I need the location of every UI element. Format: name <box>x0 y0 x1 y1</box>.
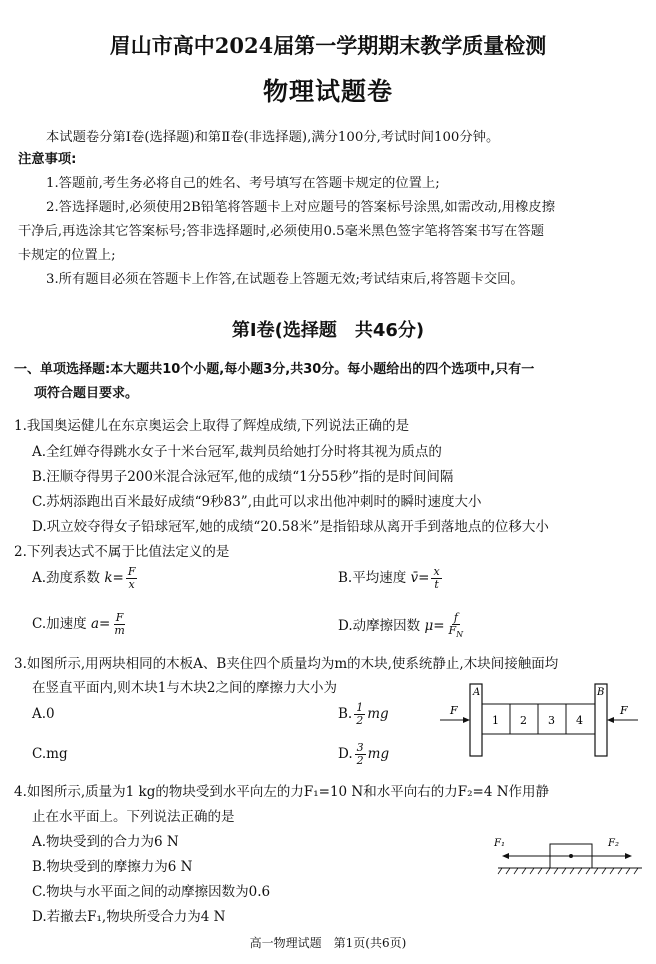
q3-block-3-label: 3 <box>548 714 555 727</box>
section-instruction-2: 项符合题目要求。 <box>34 386 139 401</box>
notice-item-2: 2.答选择题时,必须使用2B铅笔将答题卡上对应题号的答案标号涂黑,如需改动,用橡皮擦 <box>46 200 555 215</box>
q4-f1-arrow-icon <box>502 853 509 859</box>
exam-title: 眉山市高中2024届第一学期期末教学质量检测 <box>109 33 547 58</box>
q3-d-num: 3 <box>356 741 364 754</box>
notice-heading: 注意事项: <box>18 152 77 167</box>
q3-b-den: 2 <box>356 714 364 727</box>
section-title: 第Ⅰ卷(选择题 共46分) <box>231 320 425 341</box>
q3-right-force-arrow-icon <box>607 717 614 723</box>
q2-d-den-main: F <box>448 624 457 637</box>
q4-figure <box>490 832 645 882</box>
q2-d-num: f <box>453 611 458 624</box>
q4-f2-arrow-icon <box>625 853 632 859</box>
q3-d-fraction <box>355 742 366 767</box>
notice-item-2-cont: 干净后,再选涂其它答案标号;答非选择题时,必须使用0.5毫米黑色签字笔将答案书写在答题 <box>18 224 545 239</box>
q2-stem: 2.下列表达式不属于比值法定义的是 <box>14 544 230 560</box>
q2-option-c: C.加速度 a= $\frac{F}{m}$ <box>32 611 125 637</box>
q4-option-a: A.物块受到的合力为6 N <box>32 834 179 850</box>
q2-b-fraction <box>431 566 441 591</box>
notice-item-2-end: 卡规定的位置上; <box>18 248 116 263</box>
q3-d-den: 2 <box>356 754 364 767</box>
q2-c-var: a <box>90 616 99 632</box>
q2-b-den: t <box>434 578 439 591</box>
q2-c-num: F <box>115 611 124 624</box>
q3-option-c: C.mg <box>32 746 68 762</box>
q2-a-label: A.劲度系数 <box>32 570 101 586</box>
intro-text: 本试题卷分第Ⅰ卷(选择题)和第Ⅱ卷(非选择题),满分100分,考试时间100分钟。 <box>46 130 500 145</box>
q3-option-b <box>338 702 389 727</box>
q2-option-b: B.平均速度 v̄= $\frac{x}{t}$ <box>338 565 440 591</box>
q4-f2-label: F₂ <box>608 838 619 849</box>
q3-stem-2: 在竖直平面内,则木块1与木块2之间的摩擦力大小为 <box>32 680 337 696</box>
q2-a-den: x <box>128 578 135 591</box>
q3-b-fraction <box>354 702 365 727</box>
q3-b-tail: mg <box>367 706 389 722</box>
q4-f1-label: F₁ <box>494 838 505 849</box>
notice-item-1: 1.答题前,考生务必将自己的姓名、考号填写在答题卡规定的位置上; <box>46 176 440 191</box>
q4-option-b: B.物块受到的摩擦力为6 N <box>32 859 193 875</box>
q4-option-c: C.物块与水平面之间的动摩擦因数为0.6 <box>32 884 271 900</box>
q3-board-b-label: B <box>597 687 605 698</box>
q3-block-2-label: 2 <box>520 714 527 727</box>
q4-stem-2: 止在水平面上。下列说法正确的是 <box>32 809 235 825</box>
q4-stem-1: 4.如图所示,质量为1 kg的物块受到水平向左的力F₁=10 N和水平向右的力F₂=4 N作用静 <box>14 784 550 800</box>
notice-item-3: 3.所有题目必须在答题卡上作答,在试题卷上答题无效;考试结束后,将答题卡交回。 <box>46 272 524 287</box>
q3-option-d <box>338 742 389 767</box>
q3-block-4-label: 4 <box>576 714 583 727</box>
q2-a-fraction <box>126 566 138 591</box>
q3-d-tail: mg <box>367 746 390 762</box>
q3-block-1-label: 1 <box>492 714 499 727</box>
q3-right-force-label: F <box>620 704 628 717</box>
q2-a-num: F <box>127 565 136 578</box>
q1-option-c: C.苏炳添跑出百米最好成绩“9秒83”,由此可以求出他冲刺时的瞬时速度大小 <box>32 494 482 510</box>
section-instruction-1: 一、单项选择题:本大题共10个小题,每小题3分,共30分。每小题给出的四个选项中,只有一 <box>14 362 535 377</box>
q3-board-a-label: A <box>473 687 481 698</box>
q2-c-label: C.加速度 <box>32 616 87 632</box>
q1-option-b: B.汪顺夺得男子200米混合泳冠军,他的成绩“1分55秒”指的是时间间隔 <box>32 469 454 485</box>
q2-option-a: A.劲度系数 k= $\frac{F}{x}$ <box>32 565 136 591</box>
q2-c-fraction <box>112 612 126 637</box>
q1-stem: 1.我国奥运健儿在东京奥运会上取得了辉煌成绩,下列说法正确的是 <box>14 418 410 434</box>
q2-c-den: m <box>114 624 125 637</box>
q3-option-a: A.0 <box>32 706 55 722</box>
q2-b-num: x <box>433 565 440 578</box>
q2-a-var: k <box>104 570 113 586</box>
q4-block-center-dot <box>569 854 573 858</box>
q2-option-d: D.动摩擦因数 μ= $\frac{f}{F_N}$ <box>338 611 464 640</box>
q1-option-d: D.巩立姣夺得女子铅球冠军,她的成绩“20.58米”是指铅球从离开手到落地点的位移大小 <box>32 519 549 535</box>
q2-b-var: v̄ <box>410 570 419 586</box>
q3-figure <box>440 680 640 760</box>
q3-stem-1: 3.如图所示,用两块相同的木板A、B夹住四个质量均为m的木块,使系统静止,木块间接触面均 <box>14 656 559 672</box>
q2-d-fraction <box>447 612 466 641</box>
q3-left-force-label: F <box>450 704 458 717</box>
q3-left-force-arrow-icon <box>463 717 470 723</box>
q4-ground-hatch <box>498 868 638 874</box>
q2-d-label: D.动摩擦因数 <box>338 618 421 635</box>
q2-d-den <box>447 625 466 641</box>
q3-b-num: 1 <box>356 701 364 714</box>
page-footer: 高一物理试题 第1页(共6页) <box>249 936 407 950</box>
q2-d-den-sub: N <box>456 630 464 640</box>
q3-b-label: B. <box>338 706 353 722</box>
q2-b-label: B.平均速度 <box>338 570 407 586</box>
q4-option-d: D.若撤去F₁,物块所受合力为4 N <box>32 909 226 925</box>
q2-d-var: μ <box>424 618 434 635</box>
q3-d-label: D. <box>338 746 353 762</box>
q1-option-a: A.全红婵夺得跳水女子十米台冠军,裁判员给她打分时将其视为质点的 <box>32 444 442 460</box>
exam-subtitle: 物理试题卷 <box>262 77 393 106</box>
